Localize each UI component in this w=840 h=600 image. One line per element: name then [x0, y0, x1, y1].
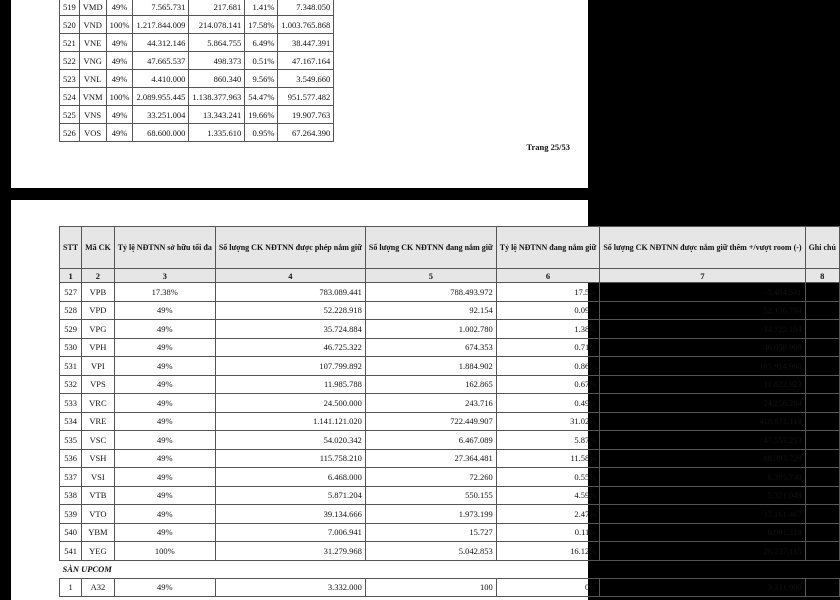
table-row — [60, 357, 840, 376]
table-cell: 49% — [114, 431, 215, 450]
header-note: Ghi chú — [805, 227, 839, 269]
table-row — [60, 431, 840, 450]
header-remaining-qty: Số lượng CK NĐTNN được nắm giữ thêm +/vượt room (-) — [600, 227, 805, 269]
table-cell: 1.38% — [496, 320, 600, 339]
table-cell: VNG — [79, 52, 106, 70]
table-cell: 17.58% — [245, 16, 278, 34]
table-cell: 92.154 — [365, 301, 496, 320]
table-cell: 1.138.377.963 — [189, 88, 245, 106]
table-cell: 5.87% — [496, 431, 600, 450]
table-cell: 1.41% — [245, 0, 278, 16]
table-cell: 0% — [496, 578, 600, 597]
table-cell: 1.003.765.868 — [278, 16, 334, 34]
table-cell: 49% — [106, 52, 133, 70]
table-row — [60, 70, 334, 88]
table-cell: 49% — [114, 468, 215, 487]
table-cell: 49% — [114, 338, 215, 357]
table-cell: 9.56% — [245, 70, 278, 88]
note-cell — [805, 468, 839, 487]
table-cell: 530 — [60, 338, 82, 357]
table-cell: 100 — [365, 578, 496, 597]
note-cell — [805, 283, 839, 302]
table-cell: 6.49% — [245, 34, 278, 52]
table-cell: 49% — [114, 375, 215, 394]
table-cell: 3.331.900 — [600, 578, 805, 597]
table-cell: 17.38% — [114, 283, 215, 302]
table-cell: VNS — [79, 106, 106, 124]
header-held-ratio: Tỷ lệ NĐTNN đang nắm giữ — [496, 227, 600, 269]
table-cell: 5.321.049 — [600, 486, 805, 505]
table-cell: 0.11% — [496, 523, 600, 542]
table-cell: 26.237.115 — [600, 542, 805, 561]
table-cell: VPG — [82, 320, 115, 339]
table-cell: 49% — [114, 523, 215, 542]
table-cell: YEG — [82, 542, 115, 561]
table-cell: 49% — [114, 578, 215, 597]
table-cell: VSI — [82, 468, 115, 487]
table-cell: 49% — [106, 106, 133, 124]
table-cell: 5.864.755 — [189, 34, 245, 52]
table-cell: VTB — [82, 486, 115, 505]
table-cell: 49% — [114, 449, 215, 468]
table-row — [60, 320, 840, 339]
table-cell: 39.134.666 — [215, 505, 365, 524]
table-cell: 7.565.731 — [133, 0, 189, 16]
table-cell: 214.078.141 — [189, 16, 245, 34]
table-cell: 5.042.853 — [365, 542, 496, 561]
table-cell: 49% — [106, 70, 133, 88]
table-cell: 37.161.467 — [600, 505, 805, 524]
table-cell: 33.251.004 — [133, 106, 189, 124]
holdings-table-upper — [59, 0, 334, 142]
document-page-upper — [11, 0, 588, 188]
table-cell: 1 — [60, 578, 82, 597]
table-cell: 523 — [60, 70, 80, 88]
table-cell: VNE — [79, 34, 106, 52]
table-cell: 52.228.918 — [215, 301, 365, 320]
column-number: 7 — [600, 269, 805, 283]
table-cell: VPD — [82, 301, 115, 320]
column-number: 5 — [365, 269, 496, 283]
table-cell: 11.985.788 — [215, 375, 365, 394]
table-cell: 27.364.481 — [365, 449, 496, 468]
table-row — [60, 542, 840, 561]
table-cell: 1.141.121.020 — [215, 412, 365, 431]
table-cell: 540 — [60, 523, 82, 542]
table-cell: 534 — [60, 412, 82, 431]
table-cell: 533 — [60, 394, 82, 413]
note-cell — [805, 542, 839, 561]
table-cell: 52.136.764 — [600, 301, 805, 320]
table-cell: 526 — [60, 124, 80, 142]
note-cell — [805, 320, 839, 339]
table-cell: 418.671.113 — [600, 412, 805, 431]
table-cell: 47.665.537 — [133, 52, 189, 70]
table-cell: 528 — [60, 301, 82, 320]
table-header-row — [60, 227, 840, 269]
table-cell: VPB — [82, 283, 115, 302]
table-cell: 524 — [60, 88, 80, 106]
table-cell: 11.822.923 — [600, 375, 805, 394]
table-cell: 49% — [106, 0, 133, 16]
table-cell: VNM — [79, 88, 106, 106]
table-cell: VPS — [82, 375, 115, 394]
note-cell — [805, 394, 839, 413]
table-cell: 1.335.610 — [189, 124, 245, 142]
table-cell: 49% — [114, 505, 215, 524]
note-cell — [805, 431, 839, 450]
table-cell: 243.716 — [365, 394, 496, 413]
table-row — [60, 523, 840, 542]
table-cell: 46.725.322 — [215, 338, 365, 357]
table-cell: 536 — [60, 449, 82, 468]
table-cell: 520 — [60, 16, 80, 34]
table-cell: 539 — [60, 505, 82, 524]
page-number-label: Trang 25/53 — [526, 142, 570, 152]
table-cell: 2.47% — [496, 505, 600, 524]
header-allowed-qty: Số lượng CK NĐTNN được phép nắm giữ — [215, 227, 365, 269]
table-cell: 47.167.164 — [278, 52, 334, 70]
column-number: 4 — [215, 269, 365, 283]
table-cell: YBM — [82, 523, 115, 542]
table-cell: VSC — [82, 431, 115, 450]
table-cell: 31.279.968 — [215, 542, 365, 561]
table-row — [60, 375, 840, 394]
table-cell: 38.447.391 — [278, 34, 334, 52]
note-cell — [805, 578, 839, 597]
table-cell: 6.468.000 — [215, 468, 365, 487]
table-cell: 54.47% — [245, 88, 278, 106]
column-number-row — [60, 269, 840, 283]
table-cell: 44.312.146 — [133, 34, 189, 52]
table-cell: 532 — [60, 375, 82, 394]
table-cell: 0.86% — [496, 357, 600, 376]
table-cell: 7.348.050 — [278, 0, 334, 16]
table-cell: 100% — [106, 88, 133, 106]
table-cell: 34.722.104 — [600, 320, 805, 339]
table-row — [60, 505, 840, 524]
note-cell — [805, 505, 839, 524]
table-row — [60, 88, 334, 106]
table-cell: VPH — [82, 338, 115, 357]
table-row — [60, 394, 840, 413]
table-cell: 162.865 — [365, 375, 496, 394]
header-max-ratio: Tỷ lệ NĐTNN sở hữu tối đa — [114, 227, 215, 269]
table-cell: 3.332.000 — [215, 578, 365, 597]
table-row — [60, 16, 334, 34]
table-cell: 525 — [60, 106, 80, 124]
table-cell: 17.5% — [496, 283, 600, 302]
note-cell — [805, 375, 839, 394]
table-row — [60, 468, 840, 487]
note-cell — [805, 338, 839, 357]
table-cell: 115.758.210 — [215, 449, 365, 468]
table-row — [60, 0, 334, 16]
table-cell: 19.907.763 — [278, 106, 334, 124]
table-cell: 0.71% — [496, 338, 600, 357]
table-cell: 529 — [60, 320, 82, 339]
table-cell: 519 — [60, 0, 80, 16]
table-row — [60, 338, 840, 357]
note-cell — [805, 412, 839, 431]
table-cell: 54.020.342 — [215, 431, 365, 450]
table-cell: 88.393.729 — [600, 449, 805, 468]
table-cell: 49% — [114, 357, 215, 376]
header-stt: STT — [60, 227, 82, 269]
note-cell — [805, 449, 839, 468]
table-cell: 47.553.253 — [600, 431, 805, 450]
table-cell: 860.340 — [189, 70, 245, 88]
table-cell: 49% — [114, 394, 215, 413]
table-cell: 0.51% — [245, 52, 278, 70]
table-cell: 1.217.844.009 — [133, 16, 189, 34]
table-row — [60, 52, 334, 70]
table-cell: A32 — [82, 578, 115, 597]
table-cell: 3.549.660 — [278, 70, 334, 88]
table-cell: VND — [79, 16, 106, 34]
table-cell: 105.914.990 — [600, 357, 805, 376]
header-ticker: Mã CK — [82, 227, 115, 269]
table-cell: VSH — [82, 449, 115, 468]
table-cell: 24.256.284 — [600, 394, 805, 413]
table-cell: 674.353 — [365, 338, 496, 357]
note-cell — [805, 357, 839, 376]
holdings-table-lower — [59, 226, 840, 597]
table-row — [60, 486, 840, 505]
table-cell: 535 — [60, 431, 82, 450]
table-cell: 0.55% — [496, 468, 600, 487]
table-cell: 24.500.000 — [215, 394, 365, 413]
table-cell: 67.264.390 — [278, 124, 334, 142]
table-cell: 72.260 — [365, 468, 496, 487]
table-cell: 49% — [114, 320, 215, 339]
table-row — [60, 124, 334, 142]
table-cell: 13.343.241 — [189, 106, 245, 124]
table-cell: 11.58% — [496, 449, 600, 468]
table-cell: 19.66% — [245, 106, 278, 124]
table-cell: 100% — [106, 16, 133, 34]
table-cell: 1.973.199 — [365, 505, 496, 524]
table-cell: -5.404.531 — [600, 283, 805, 302]
table-cell: 521 — [60, 34, 80, 52]
table-cell: 6.395.740 — [600, 468, 805, 487]
table-cell: 722.449.907 — [365, 412, 496, 431]
table-cell: 5.871.204 — [215, 486, 365, 505]
table-cell: 550.155 — [365, 486, 496, 505]
table-cell: 217.681 — [189, 0, 245, 16]
table-row — [60, 449, 840, 468]
table-cell: 0.49% — [496, 394, 600, 413]
section-row — [60, 560, 840, 578]
table-row — [60, 301, 840, 320]
table-cell: 522 — [60, 52, 80, 70]
table-cell: 6.467.089 — [365, 431, 496, 450]
table-cell: 100% — [114, 542, 215, 561]
table-cell: 531 — [60, 357, 82, 376]
table-cell: 951.577.482 — [278, 88, 334, 106]
note-cell — [805, 301, 839, 320]
table-cell: 0.95% — [245, 124, 278, 142]
header-held-qty: Số lượng CK NĐTNN đang nắm giữ — [365, 227, 496, 269]
table-cell: 2.089.955.445 — [133, 88, 189, 106]
column-number: 2 — [82, 269, 115, 283]
table-cell: 16.12% — [496, 542, 600, 561]
table-cell: 15.727 — [365, 523, 496, 542]
table-cell: 49% — [106, 124, 133, 142]
table-cell: VRE — [82, 412, 115, 431]
table-cell: VOS — [79, 124, 106, 142]
table-cell: 537 — [60, 468, 82, 487]
table-cell: VNL — [79, 70, 106, 88]
table-cell: VTO — [82, 505, 115, 524]
table-cell: 1.002.780 — [365, 320, 496, 339]
table-cell: VMD — [79, 0, 106, 16]
note-cell — [805, 523, 839, 542]
table-cell: 0.09% — [496, 301, 600, 320]
table-row — [60, 578, 840, 597]
table-cell: 498.373 — [189, 52, 245, 70]
table-cell: 7.006.941 — [215, 523, 365, 542]
table-cell: 49% — [114, 486, 215, 505]
table-cell: 107.799.892 — [215, 357, 365, 376]
table-cell: 1.884.902 — [365, 357, 496, 376]
table-cell: 6.991.214 — [600, 523, 805, 542]
table-cell: 49% — [114, 412, 215, 431]
table-cell: 783.089.441 — [215, 283, 365, 302]
note-cell — [805, 486, 839, 505]
table-row — [60, 412, 840, 431]
table-cell: 527 — [60, 283, 82, 302]
column-number: 3 — [114, 269, 215, 283]
column-number: 8 — [805, 269, 839, 283]
table-cell: 538 — [60, 486, 82, 505]
table-row — [60, 106, 334, 124]
column-number: 1 — [60, 269, 82, 283]
table-cell: 0.67% — [496, 375, 600, 394]
document-page-lower — [11, 200, 836, 600]
column-number: 6 — [496, 269, 600, 283]
section-label: SÀN UPCOM — [60, 560, 840, 578]
table-cell: 49% — [106, 34, 133, 52]
table-cell: 31.02% — [496, 412, 600, 431]
table-cell: VRC — [82, 394, 115, 413]
table-cell: 788.493.972 — [365, 283, 496, 302]
table-row — [60, 283, 840, 302]
table-cell: 49% — [114, 301, 215, 320]
table-cell: 46.050.969 — [600, 338, 805, 357]
table-cell: 68.600.000 — [133, 124, 189, 142]
table-cell: 541 — [60, 542, 82, 561]
table-cell: 4.59% — [496, 486, 600, 505]
table-cell: 35.724.884 — [215, 320, 365, 339]
table-cell: 4.410.000 — [133, 70, 189, 88]
table-row — [60, 34, 334, 52]
table-cell: VPI — [82, 357, 115, 376]
